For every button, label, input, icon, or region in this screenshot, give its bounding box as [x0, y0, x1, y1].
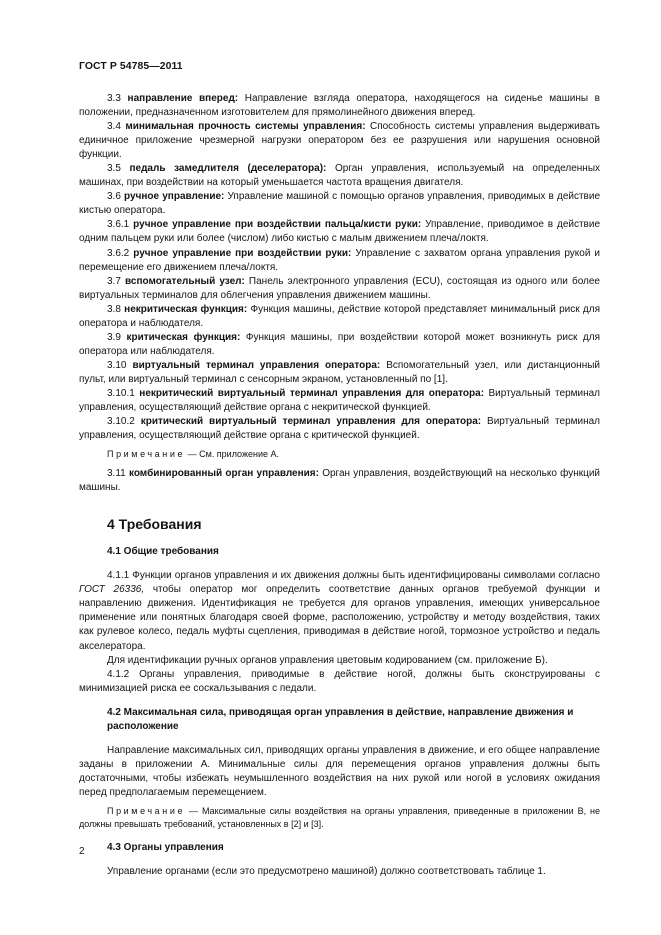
definition-3-3 [79, 92, 600, 120]
definition-text: Способность системы управления выдерживать единичное приложение чрезмерной нагрузки оператором без ее разрушения или нарушения основной функции. [79, 121, 601, 161]
definition-3-8 [79, 303, 600, 331]
paragraph-4-2: Направление максимальных сил, приводящих органы управления в движение, и его общее направление заданы в приложении А. Минимальные силы для перемещения органов управления должны быть достаточными, чтобы избежать неумышленного воздействия на них рукой или ногой в условиях ожидания перед предполагаемым перемещением. [79, 744, 600, 798]
definition-term: ручное управление при воздействии руки: [133, 247, 352, 259]
definition-3-5 [79, 162, 600, 190]
definitions-list [79, 92, 600, 443]
definition-term: направление вперед: [127, 93, 239, 104]
definition-3-6 [79, 190, 600, 218]
definition-number: 3.7 [107, 275, 121, 287]
definition-number: 3.6.1 [107, 219, 130, 231]
definition-text: Направление взгляда оператора, находящегося на сиденье машины в положении, предназначенном изготовителем для прямолинейного движения вперед. [79, 93, 600, 119]
definition-number: 3.10.1 [107, 387, 135, 399]
definition-3-11: 3.11 комбинированный орган управления: Орган управления, воздействующий на несколько функций машины. [79, 468, 601, 494]
section-4-1-heading: 4.1 Общие требования [107, 546, 219, 558]
paragraph-4-3: Управление органами (если это предусмотрено машиной) должно соответствовать таблице 1. [107, 865, 546, 877]
definition-number: 3.10 [107, 359, 127, 371]
definition-term: критический виртуальный терминал управления для оператора: [140, 416, 482, 428]
definition-text: Управление с захватом органа управления рукой и перемещение его движением плеча/локтя. [79, 247, 601, 273]
note-label: Примечание [107, 805, 186, 816]
section-4-heading: 4 Требования [107, 516, 202, 533]
definition-term: педаль замедлителя (деселератора): [129, 163, 327, 175]
definition-text: Панель электронного управления (ECU), состоящая из одного или более виртуальных терминалов для облегчения управления движением машины. [79, 275, 600, 301]
section-4-2-heading: 4.2 Максимальная сила, приводящая орган управления в действие, направление движения и расположение [107, 706, 574, 732]
definition-number: 3.6 [107, 191, 121, 203]
note-text: — Максимальные силы воздействия на органы управления, приведенные в приложении В, не должны превышать требований, установленных в [2] и [3]. [79, 805, 600, 829]
definition-3-10 [79, 359, 600, 387]
definition-number: 3.9 [107, 331, 121, 343]
definition-text: Вспомогательный узел, или дистанционный пульт, или виртуальный терминал с сенсорным экраном, установленный по [1]. [79, 359, 600, 385]
definition-text: Орган управления, воздействующий на несколько функций машины. [79, 468, 601, 494]
definition-term: некритическая функция: [124, 303, 248, 315]
definition-number: 3.8 [107, 303, 121, 315]
note-1 [79, 448, 600, 461]
definition-term: виртуальный терминал управления оператора: [132, 359, 381, 371]
definition-term: комбинированный орган управления: [128, 468, 319, 480]
definition-term: некритический виртуальный терминал управления для оператора: [139, 387, 485, 399]
definition-number: 3.5 [107, 163, 121, 175]
definition-number: 3.10.2 [107, 416, 135, 428]
note-label: Примечание [107, 449, 186, 460]
definition-number: 3.4 [107, 121, 121, 133]
paragraph-4-1-2: 4.1.2 Органы управления, приводимые в действие ногой, должны быть сконструированы с минимизацией риска ее соскальзывания с педали. [79, 668, 600, 694]
definition-3-10-1 [79, 387, 600, 415]
definition-3-10-2 [79, 415, 600, 443]
definition-3-6-1 [79, 218, 600, 246]
definition-term: ручное управление при воздействии пальца/кисти руки: [133, 219, 422, 231]
definition-text: Управление машиной с помощью органов управления, приводимых в действие кистью оператора. [79, 191, 601, 217]
definition-term: критическая функция: [126, 331, 241, 343]
document-body [79, 92, 600, 879]
definition-text: Функция машины, действие которой представляет минимальный риск для оператора и наблюдателя. [79, 303, 600, 329]
definition-text: Виртуальный терминал управления, осуществляющий действие органа с некритической функцией. [79, 387, 601, 414]
definition-text: Функция машины, при воздействии которой может возникнуть риск для оператора или наблюдателя. [79, 331, 601, 357]
definition-term: вспомогательный узел: [124, 275, 245, 287]
definition-text: Орган управления, используемый на определенных машинах, при воздействии на который уменьшается частота вращения двигателя. [79, 163, 601, 189]
standard-header: ГОСТ Р 54785—2011 [79, 61, 183, 72]
note-text: — См. приложение А. [187, 449, 279, 460]
definition-3-9 [79, 331, 600, 359]
definition-term: минимальная прочность системы управления: [125, 121, 366, 133]
section-4-3-heading: 4.3 Органы управления [107, 841, 224, 853]
definition-term: ручное управление: [124, 191, 225, 203]
standard-reference: ГОСТ 26336, [79, 584, 145, 596]
definition-3-7 [79, 275, 600, 303]
definition-text: Управление, приводимое в действие одним пальцем руки или более (числом) либо кистью с малым движением плеча/локтя. [79, 219, 601, 245]
definition-number: 3.3 [107, 93, 121, 104]
paragraph-4-1-1: 4.1.1 Функции органов управления и их движения должны быть идентифицированы символами согласно ГОСТ 26336, чтобы оператор мог определить соответствие данных органов требуемой функции и направлению движения. Идентификация не требуется для органов управления, имеющих универсальное применение или понятных благодаря своей форме, расположению, устройству и методу воздействия, таких как рулевое колесо, педаль муфты сцепления, приводимая в действие ногой, тормозное устройство и педаль акселератора. [79, 570, 600, 652]
definition-text: Виртуальный терминал управления, осуществляющий действие органа с критической функцией. [79, 416, 601, 442]
definition-3-4 [79, 120, 600, 162]
definition-3-6-2 [79, 247, 600, 275]
paragraph-color-coding: Для идентификации ручных органов управления цветовым кодированием (см. приложение Б). [107, 654, 548, 666]
page-number: 2 [79, 846, 85, 857]
definition-number: 3.6.2 [107, 247, 130, 259]
note-2 [79, 805, 600, 831]
